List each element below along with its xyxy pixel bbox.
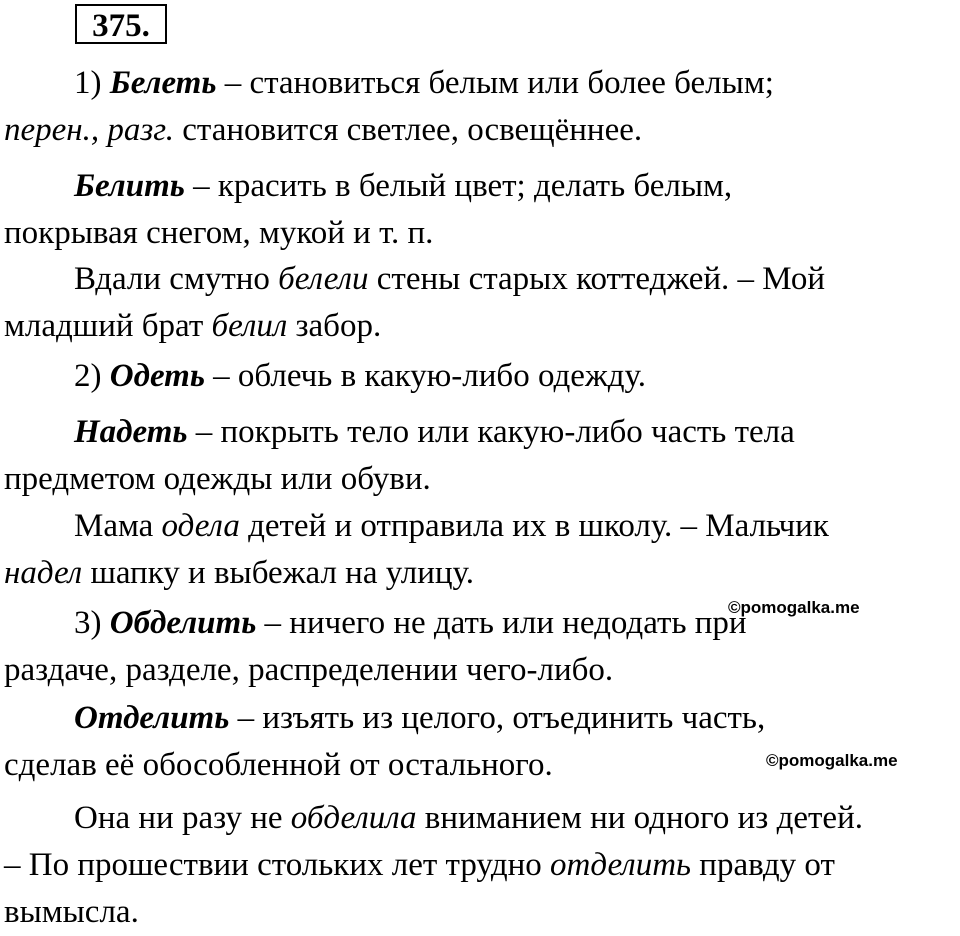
definition-text: сделав её обособленной от остального. bbox=[4, 747, 553, 783]
line bbox=[4, 456, 954, 503]
item-number: 2) bbox=[74, 358, 110, 394]
line bbox=[4, 256, 954, 303]
watermark: ©pomogalka.me bbox=[728, 598, 860, 617]
definition-otdelit bbox=[4, 695, 954, 789]
example-2 bbox=[4, 503, 954, 597]
line bbox=[4, 107, 954, 154]
exercise-number: 375. bbox=[92, 8, 150, 44]
example-word: белил bbox=[211, 308, 288, 344]
line bbox=[4, 550, 954, 597]
line bbox=[4, 503, 954, 550]
example-text: детей и отправила их в школу. – Мальчик bbox=[239, 508, 829, 544]
line bbox=[4, 163, 954, 210]
item-number: 1) bbox=[74, 65, 110, 101]
definition-text: – становиться белым или более белым; bbox=[216, 65, 774, 101]
example-word: отделить bbox=[550, 847, 692, 883]
example-text: Вдали смутно bbox=[74, 261, 279, 297]
example-word: одела bbox=[161, 508, 240, 544]
definition-text: – изъять из целого, отъединить часть, bbox=[229, 700, 766, 736]
example-text: шапку и выбежал на улицу. bbox=[82, 555, 474, 591]
example-text: Мама bbox=[74, 508, 162, 544]
example-text: правду от bbox=[691, 847, 835, 883]
definition-text: раздаче, разделе, распределении чего-либо. bbox=[4, 652, 614, 688]
definition-text: покрывая снегом, мукой и т. п. bbox=[4, 215, 434, 251]
definition-beleт bbox=[4, 60, 954, 154]
line bbox=[4, 353, 954, 400]
definition-odet bbox=[4, 353, 954, 400]
definition-text: предметом одежды или обуви. bbox=[4, 461, 431, 497]
example-word: надел bbox=[4, 555, 83, 591]
term: Белеть bbox=[109, 65, 217, 101]
line bbox=[4, 695, 954, 742]
example-text: стены старых коттеджей. – Мой bbox=[368, 261, 825, 297]
line bbox=[4, 795, 954, 842]
term: Белить bbox=[74, 168, 185, 204]
example-word: обделила bbox=[290, 800, 417, 836]
definition-text: – покрыть тело или какую-либо часть тела bbox=[187, 414, 795, 450]
term: Отделить bbox=[74, 700, 230, 736]
watermark: ©pomogalka.me bbox=[766, 751, 898, 770]
line bbox=[4, 889, 954, 936]
example-3 bbox=[4, 795, 954, 936]
line bbox=[4, 60, 954, 107]
line bbox=[4, 409, 954, 456]
definition-text: становится светлее, освещённее. bbox=[173, 112, 643, 148]
line bbox=[4, 303, 954, 350]
usage-label: перен., разг. bbox=[4, 112, 174, 148]
example-word: белели bbox=[278, 261, 369, 297]
line bbox=[4, 210, 954, 257]
term: Одеть bbox=[109, 358, 205, 394]
definition-belit bbox=[4, 163, 954, 257]
line bbox=[4, 842, 954, 889]
example-text: – По прошествии стольких лет трудно bbox=[4, 847, 551, 883]
term: Надеть bbox=[74, 414, 188, 450]
example-1 bbox=[4, 256, 954, 350]
example-text: забор. bbox=[287, 308, 382, 344]
line bbox=[4, 647, 954, 694]
term: Обделить bbox=[109, 605, 257, 641]
exercise-number-box bbox=[75, 4, 167, 44]
example-text: вниманием ни одного из детей. bbox=[416, 800, 863, 836]
example-text: вымысла. bbox=[4, 894, 139, 930]
definition-nadet bbox=[4, 409, 954, 503]
definition-text: – ничего не дать или недодать при bbox=[256, 605, 747, 641]
definition-text: – красить в белый цвет; делать белым, bbox=[184, 168, 733, 204]
item-number: 3) bbox=[74, 605, 110, 641]
example-text: Она ни разу не bbox=[74, 800, 291, 836]
example-text: младший брат bbox=[4, 308, 212, 344]
definition-text: – облечь в какую-либо одежду. bbox=[204, 358, 646, 394]
